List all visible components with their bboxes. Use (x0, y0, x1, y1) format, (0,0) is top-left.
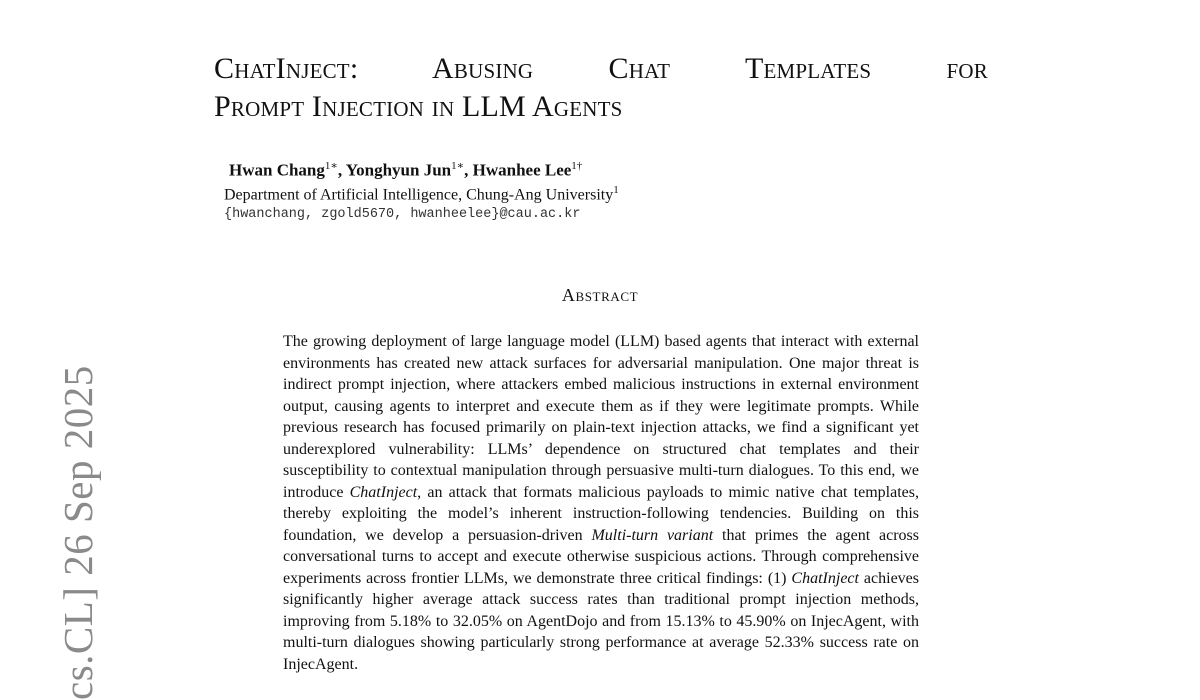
author-list (229, 159, 582, 181)
paper-title-line-1: ChatInject: Abusing Chat Templates for (214, 52, 988, 85)
affiliation-marker: 1 (613, 184, 619, 196)
abstract-heading: Abstract (561, 285, 639, 305)
author-emails: {hwanchang, zgold5670, hwanheelee}@cau.ac.kr (224, 207, 581, 222)
author-name: Hwanhee Lee (472, 160, 572, 180)
author-separator: , (464, 160, 473, 180)
paper-title (214, 50, 988, 126)
author-marker: 1∗ (324, 160, 338, 172)
author-name: Hwan Chang (229, 160, 325, 180)
abstract-paragraph (283, 331, 919, 675)
abstract-text: that primes the agent across conversational turns to accept and execute otherwise suspicious actions. Through comprehensive experiments across frontier LLMs, we demonstrate three critical findings: (1) (283, 526, 920, 587)
affiliation (224, 184, 619, 204)
affiliation-text: Department of Artificial Intelligence, Chung-Ang University (224, 186, 614, 204)
abstract-emphasis: ChatInject (349, 483, 418, 501)
author-separator: , (337, 160, 346, 180)
abstract-text: , an attack that formats malicious payloads to mimic native chat templates, thereby exploiting the model’s inherent instruction-following tendencies. Building on this foundation, we develop a persuasion-driven (283, 483, 919, 544)
abstract-text: achieves significantly higher average attack success rates than traditional prompt injection methods, improving from 5.18% to 32.05% on AgentDojo and from 15.13% to 45.90% on InjecAgent, with multi-turn dialogues showing particularly strong performance at average 52.33% success rate on InjecAgent. (283, 569, 919, 673)
abstract-text: The growing deployment of large language model (LLM) based agents that interact with external environments has created new attack surfaces for adversarial manipulation. One major threat is indirect prompt injection, where attackers embed malicious instructions in external environment output, causing agents to interpret and execute them as if they were legitimate prompts. While previous research has focused primarily on plain-text injection attacks, we find a significant yet underexplored vulnerability: LLMs’ dependence on structured chat templates and their susceptibility to contextual manipulation through persuasive multi-turn dialogues. To this end, we introduce (283, 333, 919, 501)
author-name: Yonghyun Jun (345, 160, 452, 180)
author-marker: 1† (571, 160, 583, 172)
author-marker: 1∗ (451, 160, 465, 172)
abstract-body (283, 331, 919, 675)
paper-title-line-2: Prompt Injection in LLM Agents (214, 90, 623, 123)
abstract-emphasis: Multi-turn variant (591, 526, 714, 544)
arxiv-stamp: cs.CL] 26 Sep 2025 (55, 365, 101, 700)
abstract-emphasis: ChatInject (791, 569, 859, 587)
